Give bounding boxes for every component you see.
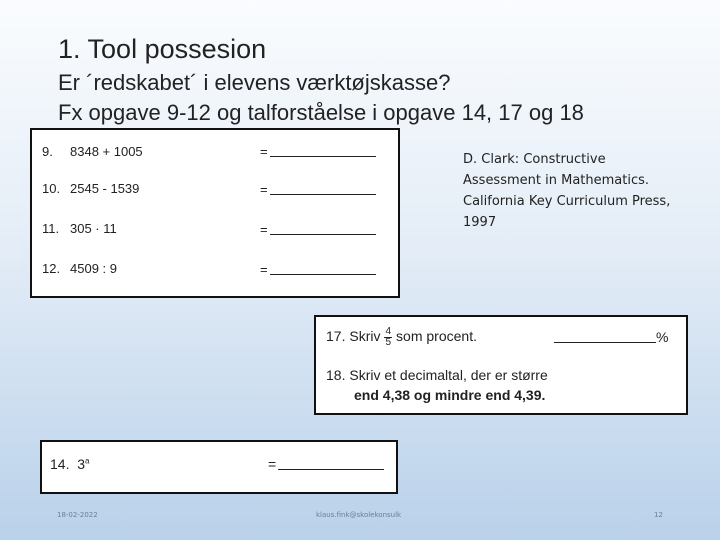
footer-date: 18-02-2022	[57, 511, 98, 519]
answer-line-9	[260, 144, 376, 159]
exercise-number: 11.	[42, 221, 60, 236]
exercise-18	[326, 367, 548, 383]
exercise-number: 12.	[42, 261, 61, 276]
citation-line: D. Clark: Constructive	[463, 152, 606, 167]
exercises-17-18-box	[314, 315, 688, 415]
answer-line-10	[260, 182, 376, 197]
exercise-18-continued: end 4,38 og mindre end 4,39.	[354, 387, 546, 403]
citation-line: 1997	[463, 215, 497, 230]
exercise-text: Skriv et decimaltal, der er større	[349, 367, 548, 383]
subtitle-line-2: Fx opgave 9-12 og talforståelse i opgave 14, 17 og 18	[58, 100, 584, 125]
citation-line: California Key Curriculum Press,	[463, 194, 671, 209]
exercise-9	[42, 144, 143, 159]
fraction-numerator: 4	[385, 326, 392, 337]
exercise-text-after: som procent.	[396, 328, 477, 345]
footer-email: klaus.fink@skolekonsulk	[316, 511, 402, 519]
exercise-number: 10.	[42, 181, 61, 196]
percent-sign: %	[656, 329, 669, 345]
exercise-number: 17.	[326, 328, 346, 345]
answer-line-17	[554, 329, 668, 345]
exercise-12	[42, 261, 117, 276]
exercise-number: 14.	[50, 456, 70, 472]
exercise-number: 18.	[326, 367, 346, 383]
exercise-number: 9.	[42, 144, 53, 159]
exercise-expression: 4509 : 9	[70, 261, 117, 276]
power-exponent: a	[85, 456, 90, 466]
exercise-expression: 8348 + 1005	[70, 144, 143, 159]
equals-sign: =	[260, 182, 268, 197]
blank-line	[270, 222, 376, 235]
equals-sign: =	[260, 222, 268, 237]
citation-line: Assessment in Mathematics.	[463, 173, 650, 188]
exercise-expression: 2545 - 1539	[70, 181, 140, 196]
slide-title: 1. Tool possesion	[58, 34, 267, 64]
exercise-expression: 305 · 11	[70, 221, 117, 236]
citation	[463, 149, 703, 233]
page-number: 12	[654, 511, 663, 519]
exercise-10	[42, 181, 139, 196]
blank-line	[270, 262, 376, 275]
equals-sign: =	[260, 144, 268, 159]
fraction	[384, 327, 392, 348]
exercise-11	[42, 221, 117, 236]
subtitle-line-1: Er ´redskabet´ i elevens værktøjskasse?	[58, 70, 451, 95]
exercise-17	[326, 327, 477, 348]
answer-line-14	[268, 456, 384, 472]
exercise-text-before: Skriv	[349, 328, 381, 345]
exercises-9-12-box	[30, 128, 400, 298]
exercise-14-box	[40, 440, 398, 494]
power-base: 3	[77, 456, 86, 472]
answer-line-11	[260, 222, 376, 237]
blank-line	[278, 457, 384, 470]
blank-line	[270, 144, 376, 157]
equals-sign: =	[268, 456, 277, 472]
equals-sign: =	[260, 262, 268, 277]
answer-line-12	[260, 262, 376, 277]
exercise-14	[50, 456, 90, 472]
fraction-denominator: 5	[385, 337, 392, 348]
blank-line	[270, 182, 376, 195]
blank-line	[554, 330, 656, 343]
